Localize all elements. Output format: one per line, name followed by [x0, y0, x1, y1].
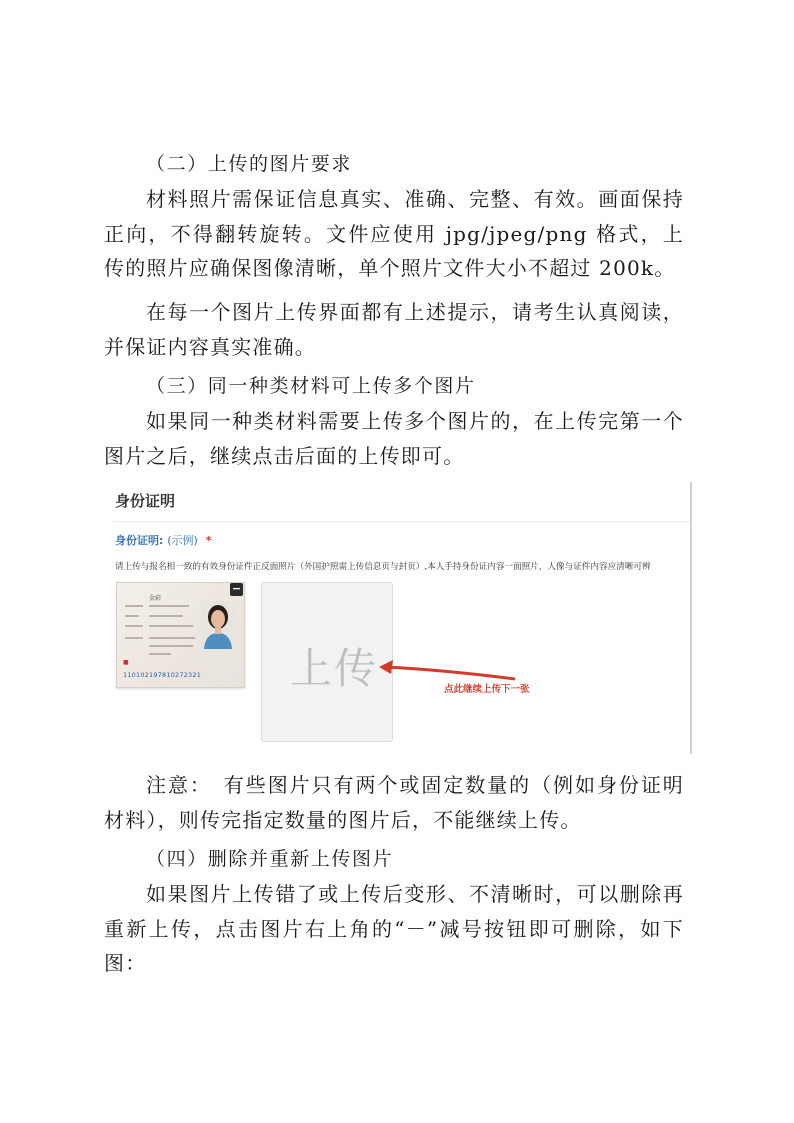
portrait-photo — [201, 601, 235, 649]
section-heading-4: （四）删除并重新上传图片 — [146, 848, 394, 870]
upload-button[interactable] — [261, 582, 393, 742]
field-label-text: 身份证明: — [115, 534, 164, 547]
required-mark: * — [205, 534, 212, 547]
field-label — [115, 532, 211, 548]
field-hint: 请上传与报名相一致的有效身份证件正反面照片（外国护照需上传信息页与封页）,本人手持身份证内容一面照片，人像与证件内容应清晰可辨 — [115, 562, 651, 572]
screenshot-divider — [113, 521, 690, 522]
paragraph-note: 注意： 有些图片只有两个或固定数量的（例如身份证明材料），则传完指定数量的图片后，不能继续上传。 — [104, 773, 684, 832]
paragraph-delete-reupload: 如果图片上传错了或上传后变形、不清晰时，可以删除再重新上传，点击图片右上角的“－”减号按钮即可删除，如下图： — [104, 882, 684, 975]
id-card-number: 11010219781027232​1 — [123, 671, 202, 679]
id-card-thumbnail[interactable] — [116, 582, 245, 688]
id-card-red-mark: ■ — [123, 659, 129, 666]
delete-minus-button[interactable]: − — [231, 582, 242, 595]
section-heading-3: （三）同一种类材料可上传多个图片 — [146, 375, 476, 397]
example-link[interactable]: (示例) — [167, 534, 198, 547]
arrow-caption: 点此继续上传下一张 — [444, 684, 530, 695]
screenshot-title: 身份证明 — [115, 492, 176, 510]
paragraph-multiple-upload: 如果同一种类材料需要上传多个图片的，在上传完第一个图片之后，继续点击后面的上传即可。 — [104, 409, 684, 468]
section-heading-2: （二）上传的图片要求 — [146, 153, 353, 175]
upload-screenshot — [113, 482, 692, 754]
paragraph-read-prompt: 在每一个图片上传界面都有上述提示，请考生认真阅读，并保证内容真实准确。 — [104, 300, 684, 359]
id-card-name: 金彩 — [149, 595, 162, 602]
paragraph-image-requirements: 材料照片需保证信息真实、准确、完整、有效。画面保持正向，不得翻转旋转。文件应使用 jpg/jpeg/png 格式，上传的照片应确保图像清晰，单个照片文件大小不超过 200k。 — [104, 187, 684, 280]
upload-label: 上传 — [290, 644, 379, 693]
